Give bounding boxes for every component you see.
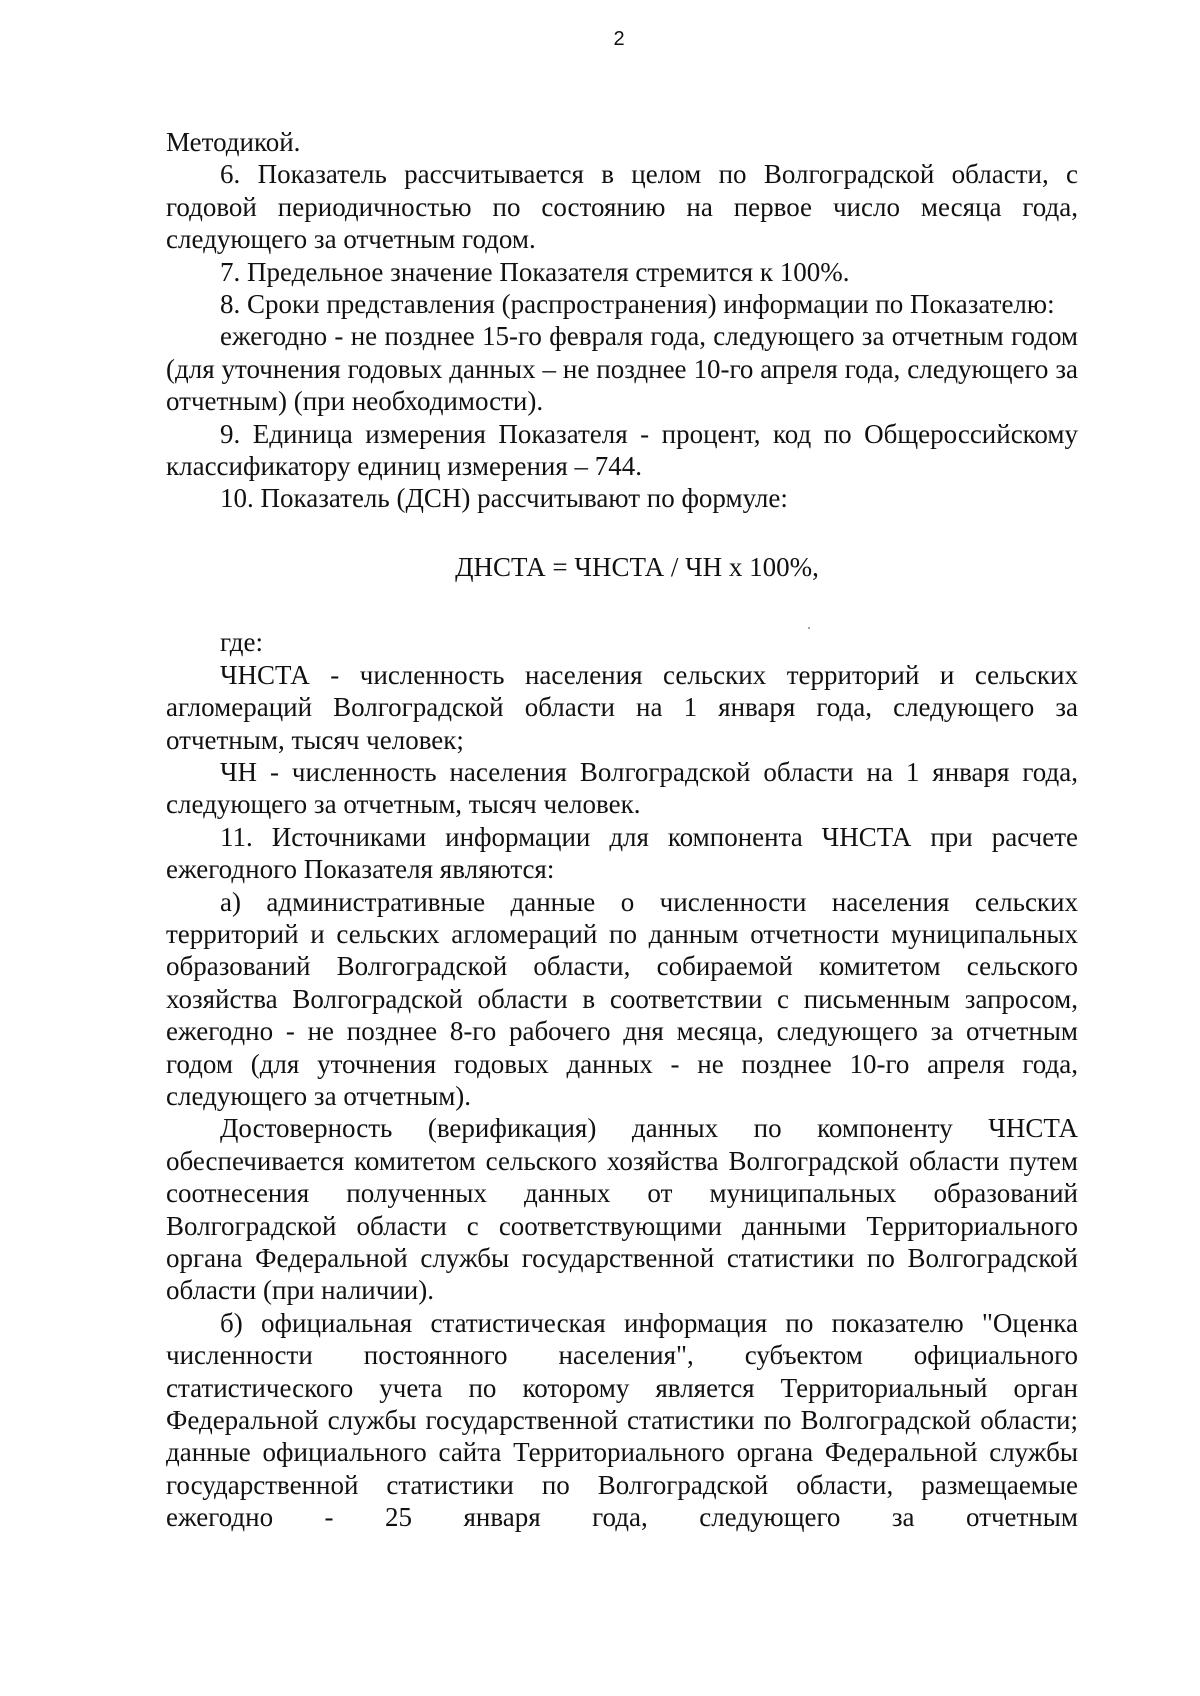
paragraph-11a [166, 886, 1078, 1113]
text-line: по Волгоградской области (при наличии). [166, 1243, 1079, 1306]
text-line: 6. Показатель рассчитывается в целом по Волгоградской области, [220, 159, 1049, 190]
definition-chnsta [166, 659, 1078, 756]
text-line: следующего за отчетным, тысяч человек. [166, 789, 641, 820]
text-line: позднее 10-го апреля года, следующего за отчетным). [166, 1048, 1078, 1111]
text-line: 11. Источниками информации для компонента ЧНСТА при расчете [220, 821, 1078, 852]
formula: ДНСТА = ЧНСТА / ЧН х 100%, [455, 551, 819, 582]
text-line: годом (для уточнения годовых данных – не позднее 10-го апреля года, [166, 321, 1079, 384]
text-line: письменным запросом, ежегодно - не позднее 8-го рабочего дня месяца, [166, 983, 1078, 1047]
paragraph-intro [166, 126, 1078, 158]
page-number: 2 [613, 28, 625, 50]
paragraph-verification [166, 1112, 1078, 1306]
text-line: агломераций Волгоградской области на 1 января года, следующего за [166, 692, 1078, 723]
paragraph-8-deadline [166, 320, 1078, 417]
paragraph-where [166, 626, 1078, 658]
paragraph-11 [166, 821, 1078, 886]
text-line: Методикой. [166, 127, 301, 157]
paragraph-10 [166, 482, 1078, 514]
definition-chn [166, 756, 1078, 821]
text-line: ЧНСТА - численность населения сельских территорий и сельских [220, 659, 1078, 690]
document-body [166, 126, 1078, 1534]
text-line: ежегодно - не позднее 15-го февраля года, следующего за отчетным [220, 321, 1004, 352]
text-line: Федеральной службы государственной статистики по Волгоградской [166, 1405, 972, 1436]
text-line: 9. Единица измерения Показателя - процент, код по Общероссийскому [220, 418, 1078, 449]
paragraph-6 [166, 158, 1078, 255]
text-line: 10. Показатель (ДСН) рассчитывают по формуле: [220, 483, 788, 514]
text-line: следующего за отчетным) (при необходимости). [166, 353, 1078, 417]
text-line: где: [220, 627, 263, 658]
text-line: по Показателю: [875, 289, 1055, 320]
paragraph-8 [166, 288, 1078, 320]
text-line: 7. Предельное значение Показателя стремится к 100%. [220, 256, 850, 287]
text-line: муниципальных образований Волгоградской области, собираемой [166, 918, 1078, 982]
text-line: б) официальная статистическая информация по показателю "Оценка [220, 1307, 1078, 1338]
text-line: следующего за отчетным годом. [166, 224, 536, 255]
text-line: следующего за отчетным годом (для уточнения годовых данных - не [166, 1016, 1078, 1079]
text-line: а) административные данные о численности населения сельских [220, 886, 1078, 917]
text-line: с годовой периодичностью по состоянию на первое число месяца года, [166, 159, 1079, 222]
text-line: комитетом сельского хозяйства Волгоградской области в соответствии с [166, 951, 1078, 1014]
text-line: Достоверность (верификация) данных по компоненту ЧНСТА [220, 1113, 1078, 1144]
text-line: Федеральной службы государственной статистики по Волгоградской [166, 1437, 1078, 1500]
text-line: области, размещаемые ежегодно - 25 января года, следующего за отчетным [166, 1469, 1079, 1533]
paragraph-9 [166, 418, 1078, 483]
text-line: путем соотнесения полученных данных от муниципальных образований [166, 1145, 1078, 1209]
text-line: ежегодного Показателя являются: [166, 854, 555, 885]
text-line: Волгоградской области с соответствующими данными Территориального [166, 1210, 1078, 1241]
text-line: области; данные официального сайта Территориального органа [166, 1405, 1078, 1468]
text-line: статистического учета по которому является Территориальный орган [166, 1372, 1078, 1403]
text-line: классификатору единиц измерения – 744. [166, 451, 643, 482]
scan-speck [808, 627, 810, 629]
text-line: обеспечивается комитетом сельского хозяйства Волгоградской области [166, 1145, 1000, 1176]
text-line: 8. Сроки представления (распространения) информации [220, 289, 869, 320]
paragraph-7 [166, 256, 1078, 288]
paragraph-11b [166, 1307, 1078, 1534]
text-line: территорий и сельских агломераций по данным отчетности [166, 918, 880, 949]
text-line: отчетным, тысяч человек; [166, 724, 464, 755]
text-line: ЧН - численность населения Волгоградской области на 1 января года, [220, 756, 1078, 787]
text-line: органа Федеральной службы государственной статистики [166, 1243, 855, 1273]
text-line: численности постоянного населения", субъектом официального [166, 1340, 1078, 1371]
